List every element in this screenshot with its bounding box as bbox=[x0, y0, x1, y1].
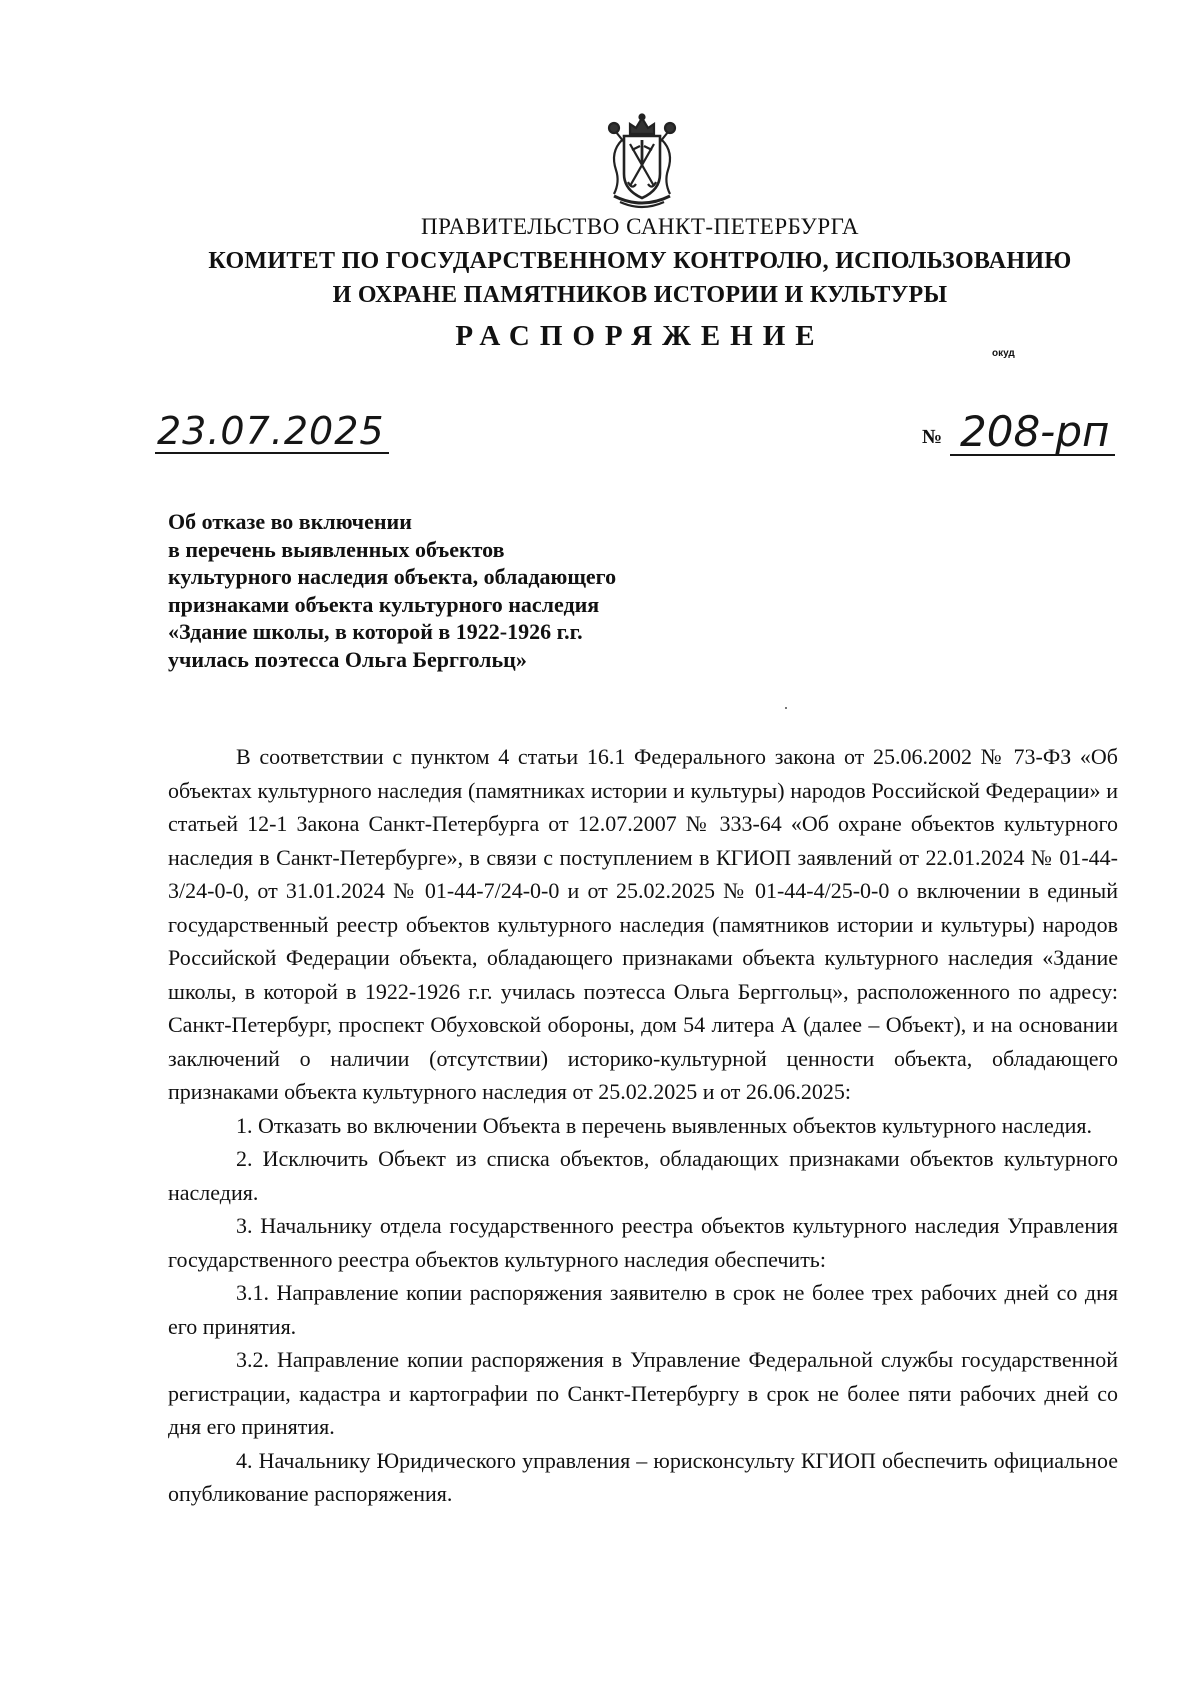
body-paragraph-item-4: 4. Начальнику Юридического управления – юрисконсульту КГИОП обеспечить официальное опубликование распоряжения. bbox=[168, 1447, 1118, 1506]
body-paragraph-preamble: В соответствии с пунктом 4 статьи 16.1 Федерального закона от 25.06.2002 № 73-ФЗ «Об объектах культурного наследия (памятниках истории и культуры) народов Российской Федерации» и статьей 12-1 Закона Санкт-Петербурга от 12.07.2007 № 333-64 «Об охране объектов культурного наследия в Санкт-Петербурге», в связи с поступлением в КГИОП заявлений от 22.01.2024 № 01-44-3/24-0-0, от 31.01.2024 № 01-44-7/24-0-0 и от 25.02.2025 № 01-44-4/25-0-0 о включении в единый государственный реестр объектов культурного наследия (памятников истории и культуры) народов Российской Федерации объекта, обладающего признаками объекта культурного наследия «Здание школы, в которой в 1922-1926 г.г. училась поэтесса Ольга Берггольц», расположенного по адресу: Санкт-Петербург, проспект Обуховской обороны, дом 54 литера А (далее – Объект), и на основании заключений о наличии (отсутствии) историко-культурной ценности объекта, обладающего признаками объекта культурного наследия от 25.02.2025 и от 26.06.2025: bbox=[168, 744, 1118, 1104]
subject-line: культурного наследия объекта, обладающего bbox=[168, 564, 617, 589]
document-header bbox=[150, 210, 1130, 358]
body-paragraph-item-1: 1. Отказать во включении Объекта в перечень выявленных объектов культурного наследия. bbox=[236, 1112, 1093, 1138]
scan-speck bbox=[785, 707, 787, 709]
subject-line: «Здание школы, в которой в 1922-1926 г.г. bbox=[168, 619, 583, 644]
government-title: ПРАВИТЕЛЬСТВО САНКТ-ПЕТЕРБУРГА bbox=[420, 214, 860, 239]
number-sign: № bbox=[922, 426, 943, 448]
number-value: 208-рп bbox=[950, 410, 1115, 456]
body-paragraph-item-3: 3. Начальнику отдела государственного реестра объектов культурного наследия Управления государственного реестра объектов культурного наследия обеспечить: bbox=[168, 1213, 1118, 1272]
subject-line: в перечень выявленных объектов bbox=[168, 536, 505, 562]
saint-petersburg-coat-of-arms-icon bbox=[596, 112, 688, 212]
subject-line: Об отказе во включении bbox=[168, 509, 412, 534]
committee-title-line-2: И ОХРАНЕ ПАМЯТНИКОВ ИСТОРИИ И КУЛЬТУРЫ bbox=[332, 282, 948, 308]
document-body bbox=[168, 740, 1118, 1511]
committee-title-line-1: КОМИТЕТ ПО ГОСУДАРСТВЕННОМУ КОНТРОЛЮ, ИСПОЛЬЗОВАНИЮ bbox=[208, 248, 1072, 274]
body-paragraph-item-3-1: 3.1. Направление копии распоряжения заявителю в срок не более трех рабочих дней со дня его принятия. bbox=[168, 1280, 1118, 1339]
document-subject bbox=[168, 508, 868, 673]
okud-mark: окуд bbox=[992, 348, 1015, 359]
document-type: РАСПОРЯЖЕНИЕ bbox=[455, 320, 825, 352]
body-paragraph-item-2: 2. Исключить Объект из списка объектов, обладающих признаками объектов культурного наследия. bbox=[168, 1146, 1118, 1205]
body-paragraph-item-3-2: 3.2. Направление копии распоряжения в Управление Федеральной службы государственной регистрации, кадастра и картографии по Санкт-Петербургу в срок не более пяти рабочих дней со дня его принятия. bbox=[168, 1347, 1118, 1439]
subject-line: признаками объекта культурного наследия bbox=[168, 591, 600, 617]
subject-line: училась поэтесса Ольга Берггольц» bbox=[168, 646, 527, 672]
document-date: 23.07.2025 bbox=[155, 410, 389, 454]
